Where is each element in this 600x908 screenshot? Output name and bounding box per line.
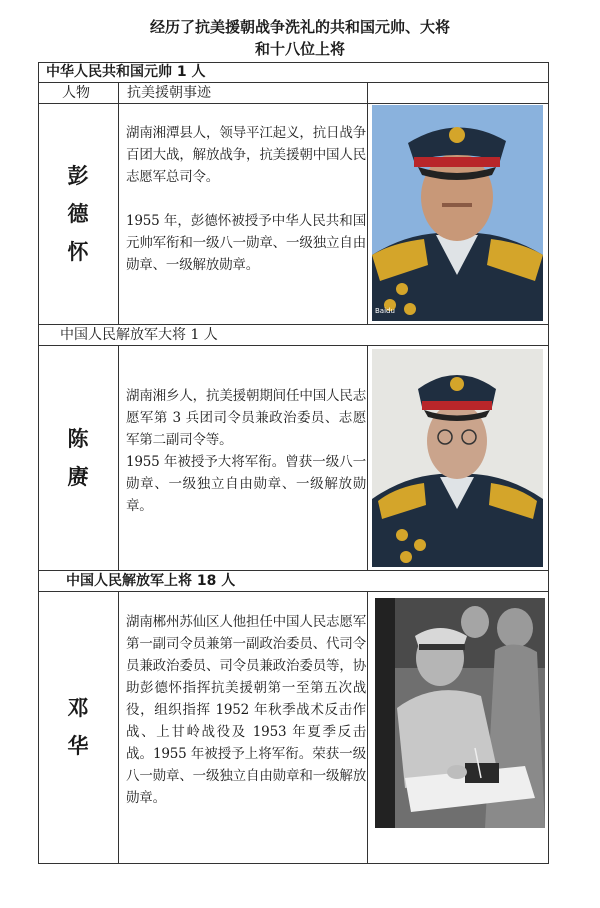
col-divider — [367, 345, 368, 570]
row-divider — [38, 82, 548, 83]
table-border-bottom — [38, 863, 548, 864]
name-char: 赓 — [67, 464, 89, 489]
person-bio-deng-hua — [126, 611, 366, 809]
bio-paragraph: 湖南湘乡人，抗美援朝期间任中国人民志愿军第 3 兵团司令员兼政治委员、志愿军第二副司令等。 — [126, 388, 366, 448]
header-person: 人物 — [62, 85, 90, 101]
row-divider — [38, 570, 548, 571]
name-char: 邓 — [67, 696, 89, 720]
col-divider — [118, 82, 119, 324]
person-bio-peng-dehuai — [126, 122, 366, 276]
photo-watermark: Baidu — [375, 307, 395, 315]
name-char: 德 — [67, 201, 89, 226]
col-divider — [118, 591, 119, 863]
bio-paragraph: 湖南郴州苏仙区人他担任中国人民志愿军第一副司令员兼第一副政治委员、代司令员兼政治委员、司令员兼政治委员等，协助彭德怀指挥抗美援朝第一至第五次战役，组织指挥 1952 年秋季战术反击作战、上甘岭战役及 1953 年夏季反击战。1955 年被授予上将军衔。荣获一级八一勋章、一级独立自由勋章和一级解放勋章。 — [126, 614, 366, 806]
bio-paragraph: 1955 年被授予大将军衔。曾获一级八一勋章、一级独立自由勋章、一级解放勋章。 — [126, 454, 366, 514]
name-char: 陈 — [67, 426, 89, 451]
section-senior-general: 中国人民解放军大将 1 人 — [60, 327, 218, 343]
name-char: 彭 — [67, 163, 89, 188]
person-bio-chen-geng — [126, 385, 366, 517]
header-deeds: 抗美援朝事迹 — [127, 85, 211, 101]
row-divider — [38, 324, 548, 325]
historical-photo-deng-hua — [375, 598, 545, 828]
col-divider — [367, 82, 368, 324]
col-divider — [118, 345, 119, 570]
table-border-right — [548, 62, 549, 864]
portrait-photo-chen-geng — [372, 349, 543, 567]
person-name-deng-hua — [38, 591, 118, 863]
name-char: 华 — [67, 734, 89, 758]
generals-table — [38, 62, 548, 864]
bio-paragraph: 湖南湘潭县人，领导平江起义，抗日战争百团大战，解放战争，抗美援朝中国人民志愿军总司令。 — [126, 125, 366, 185]
person-name-peng-dehuai — [38, 103, 118, 324]
portrait-photo-peng-dehuai — [372, 105, 543, 321]
section-general: 中国人民解放军上将 18 人 — [66, 573, 236, 589]
section-marshal: 中华人民共和国元帅 1 人 — [46, 64, 206, 80]
page-title — [0, 16, 600, 60]
title-line-1: 经历了抗美援朝战争洗礼的共和国元帅、大将 — [149, 18, 450, 36]
person-name-chen-geng — [38, 345, 118, 570]
name-char: 怀 — [67, 239, 89, 264]
bio-paragraph: 1955 年，彭德怀被授予中华人民共和国元帅军衔和一级八一勋章、一级独立自由勋章、一级解放勋章。 — [126, 213, 366, 273]
title-line-2: 和十八位上将 — [254, 40, 345, 58]
col-divider — [367, 591, 368, 863]
